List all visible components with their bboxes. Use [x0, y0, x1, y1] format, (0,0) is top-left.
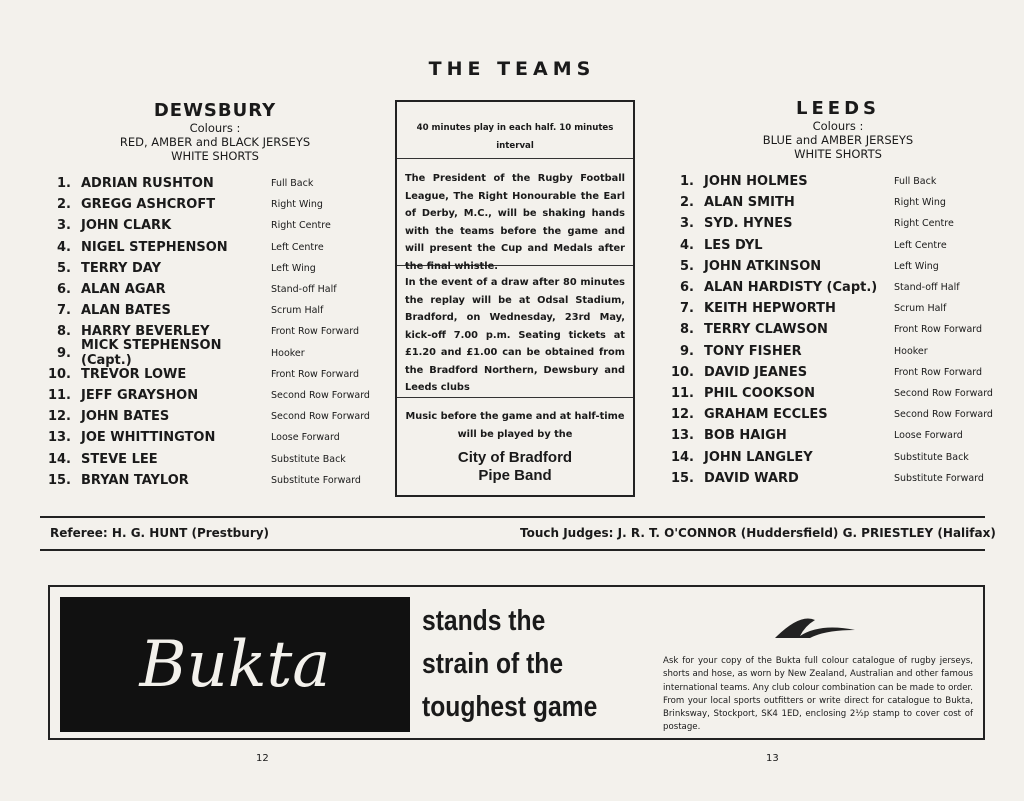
player-row [45, 364, 385, 385]
player-number: 12. [47, 409, 71, 425]
player-position: Loose Forward [271, 432, 340, 444]
player-name: ALAN SMITH [704, 195, 795, 211]
player-name: JOHN ATKINSON [704, 258, 822, 274]
player-number: 13. [670, 428, 694, 444]
player-position: Substitute Back [271, 453, 346, 465]
player-name: TONY FISHER [704, 343, 802, 359]
player-row [45, 427, 385, 448]
player-row [668, 298, 1008, 319]
band-name-1: City of Bradford [457, 449, 573, 466]
player-row [668, 171, 1008, 192]
player-name: ADRIAN RUSHTON [81, 176, 214, 192]
player-position: Second Row Forward [271, 389, 370, 401]
player-row [668, 341, 1008, 362]
player-name: SYD. HYNES [704, 216, 793, 232]
player-name: HARRY BEVERLEY [81, 324, 210, 340]
player-number: 1. [57, 176, 71, 192]
player-name: JOHN HOLMES [704, 174, 808, 190]
colours-shorts: WHITE SHORTS [794, 147, 882, 161]
colours-label: Colours : [812, 119, 864, 133]
player-position: Front Row Forward [894, 366, 983, 378]
player-name: TERRY DAY [81, 260, 162, 276]
player-name: MICK STEPHENSON (Capt.) [81, 338, 222, 369]
player-position: Second Row Forward [894, 387, 993, 399]
replay-note: In the event of a draw after 80 minutes the replay will be at Odsal Stadium, Bradford, on Wednesday, 23rd May, kick-off 7.00 p.m. Seating tickets at £1.20 and £1.00 can be obtained from the Bradford Northern, Dewsbury and Leeds clubs [397, 266, 633, 398]
player-position: Front Row Forward [894, 324, 983, 336]
player-position: Hooker [894, 345, 928, 357]
player-row [668, 256, 1008, 277]
player-name: TERRY CLAWSON [704, 322, 828, 338]
player-row [45, 406, 385, 427]
colours-label: Colours : [189, 121, 241, 135]
president-note: The President of the Rugby Football League, The Right Honourable the Earl of Derby, M.C., will be shaking hands with the teams before the game and will present the Cup and Medals after the final whistle. [397, 159, 633, 266]
player-position: Left Centre [271, 241, 324, 253]
slogan-line: toughest game [422, 691, 598, 723]
player-position: Stand-off Half [271, 284, 337, 296]
player-position: Substitute Forward [894, 472, 984, 484]
player-row [668, 468, 1008, 489]
divider [40, 516, 985, 518]
player-position: Front Row Forward [271, 368, 360, 380]
colours-jerseys: BLUE and AMBER JERSEYS [762, 133, 914, 147]
player-number: 10. [670, 364, 694, 380]
player-position: Scrum Half [894, 303, 947, 315]
player-position: Second Row Forward [894, 409, 993, 421]
player-number: 5. [680, 258, 694, 274]
touch-judges: Touch Judges: J. R. T. O'CONNOR (Huddersfield) G. PRIESTLEY (Halifax) [520, 526, 996, 540]
player-name: ALAN AGAR [81, 282, 166, 298]
player-number: 10. [47, 366, 71, 382]
player-number: 8. [57, 324, 71, 340]
player-row [668, 404, 1008, 425]
music-note [397, 398, 633, 485]
player-row [45, 448, 385, 469]
player-name: JOHN LANGLEY [704, 449, 813, 465]
band-name-2: Pipe Band [478, 467, 552, 484]
player-number: 1. [680, 174, 694, 190]
player-number: 6. [57, 282, 71, 298]
player-number: 8. [680, 322, 694, 338]
player-row [668, 446, 1008, 467]
team-name: LEEDS [796, 98, 880, 119]
player-number: 9. [680, 343, 694, 359]
player-name: JOE WHITTINGTON [81, 430, 216, 446]
player-row [45, 173, 385, 194]
timing-note: 40 minutes play in each half. 10 minutes interval [397, 102, 633, 159]
logo-text: Bukta [139, 627, 331, 702]
player-row [45, 470, 385, 491]
page-number-left: 12 [256, 753, 269, 764]
player-position: Full Back [271, 178, 314, 190]
player-row [668, 192, 1008, 213]
referee: Referee: H. G. HUNT (Prestbury) [50, 526, 270, 540]
player-name: JOHN BATES [81, 409, 170, 425]
player-position: Left Wing [271, 262, 316, 274]
player-row [668, 383, 1008, 404]
colours-shorts: WHITE SHORTS [171, 149, 259, 163]
player-position: Scrum Half [271, 305, 324, 317]
player-row [668, 362, 1008, 383]
player-position: Right Wing [894, 197, 946, 209]
player-name: STEVE LEE [81, 451, 158, 467]
page-number-right: 13 [766, 753, 779, 764]
player-number: 4. [57, 239, 71, 255]
player-position: Substitute Back [894, 451, 969, 463]
player-position: Full Back [894, 176, 937, 188]
player-number: 13. [47, 430, 71, 446]
player-name: BOB HAIGH [704, 428, 787, 444]
music-text: Music before the game and at half-time will be played by the [405, 411, 625, 440]
player-number: 11. [670, 385, 694, 401]
ad-slogan [422, 600, 597, 729]
player-number: 12. [670, 407, 694, 423]
player-number: 3. [680, 216, 694, 232]
player-name: PHIL COOKSON [704, 385, 816, 401]
player-number: 7. [57, 303, 71, 319]
player-number: 5. [57, 260, 71, 276]
player-number: 11. [47, 387, 71, 403]
player-number: 14. [670, 449, 694, 465]
player-position: Right Wing [271, 199, 323, 211]
player-position: Loose Forward [894, 430, 963, 442]
leeds-team [668, 98, 1008, 489]
player-name: TREVOR LOWE [81, 366, 187, 382]
player-number: 14. [47, 451, 71, 467]
player-name: BRYAN TAYLOR [81, 472, 189, 488]
player-name: DAVID JEANES [704, 364, 808, 380]
player-number: 7. [680, 301, 694, 317]
player-position: Front Row Forward [271, 326, 360, 338]
player-row [45, 237, 385, 258]
player-row [45, 300, 385, 321]
player-number: 6. [680, 280, 694, 296]
player-number: 3. [57, 218, 71, 234]
player-name: ALAN BATES [81, 303, 171, 319]
bird-logo-icon [770, 608, 860, 643]
player-name: NIGEL STEPHENSON [81, 239, 228, 255]
player-number: 15. [670, 470, 694, 486]
player-name: ALAN HARDISTY (Capt.) [704, 280, 878, 296]
player-row [45, 338, 385, 369]
player-position: Right Centre [894, 218, 954, 230]
slogan-line: stands the [422, 605, 546, 637]
player-number: 4. [680, 237, 694, 253]
player-name: JEFF GRAYSHON [81, 387, 199, 403]
player-name: KEITH HEPWORTH [704, 301, 836, 317]
player-row [668, 425, 1008, 446]
player-number: 2. [57, 197, 71, 213]
player-name: GREGG ASHCROFT [81, 197, 216, 213]
player-row [668, 235, 1008, 256]
player-position: Hooker [271, 347, 305, 359]
team-name: DEWSBURY [153, 100, 277, 121]
player-position: Substitute Forward [271, 474, 361, 486]
player-number: 15. [47, 472, 71, 488]
player-name: GRAHAM ECCLES [704, 407, 828, 423]
player-name: DAVID WARD [704, 470, 799, 486]
player-row [668, 319, 1008, 340]
player-position: Stand-off Half [894, 282, 960, 294]
player-row [668, 277, 1008, 298]
slogan-line: strain of the [422, 648, 564, 680]
player-position: Second Row Forward [271, 411, 370, 423]
player-row [45, 215, 385, 236]
player-name: LES DYL [704, 237, 763, 253]
bukta-logo [60, 597, 410, 732]
divider [40, 549, 985, 551]
player-position: Left Centre [894, 239, 947, 251]
player-name: JOHN CLARK [81, 218, 172, 234]
player-number: 9. [57, 345, 71, 361]
match-info-box [395, 100, 635, 497]
colours-jerseys: RED, AMBER and BLACK JERSEYS [119, 135, 311, 149]
player-row [45, 279, 385, 300]
page-title: THE TEAMS [428, 58, 596, 80]
player-position: Left Wing [894, 260, 939, 272]
player-position: Right Centre [271, 220, 331, 232]
player-row [45, 194, 385, 215]
player-row [45, 258, 385, 279]
ad-text: Ask for your copy of the Bukta full colour catalogue of rugby jerseys, shorts and hose, as worn by New Zealand, Australian and other famous international teams. Any club colour combination can be made to order. From your local sports outfitters or write direct for catalogue to Bukta, Brinksway, Stockport, SK4 1ED, enclosing 2½p stamp to cover cost of postage. [663, 656, 973, 733]
player-row [45, 385, 385, 406]
player-row [668, 213, 1008, 234]
player-number: 2. [680, 195, 694, 211]
dewsbury-team [45, 100, 385, 491]
